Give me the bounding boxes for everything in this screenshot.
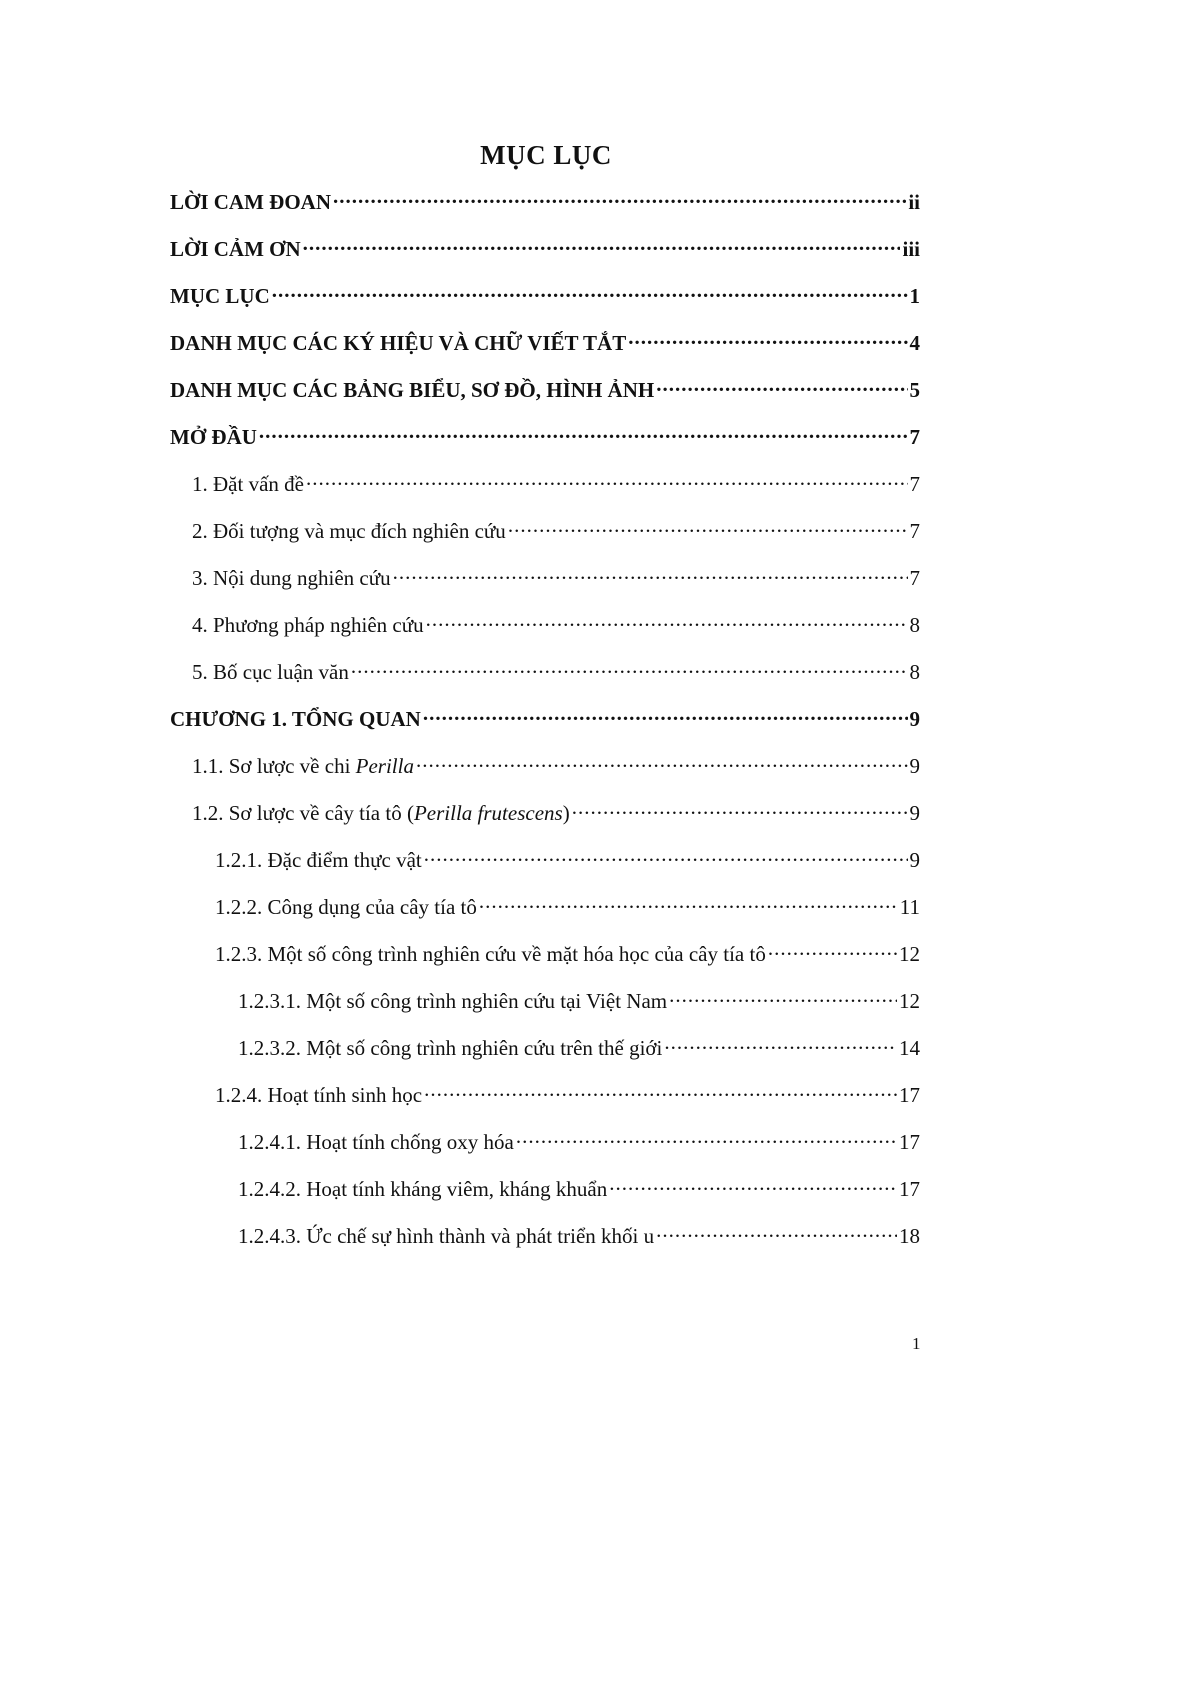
toc-entry-label: 1. Đặt vấn đề [192, 472, 304, 496]
toc-entry[interactable] [170, 188, 920, 235]
toc-entry-label: 1.2.4.3. Ức chế sự hình thành và phát triển khối u [238, 1224, 655, 1248]
toc-entry-page: 7 [909, 472, 920, 496]
toc-entry[interactable] [170, 1175, 920, 1222]
toc-dot-leader [351, 658, 908, 679]
toc-entry[interactable] [170, 1034, 920, 1081]
toc-dot-leader [628, 329, 907, 350]
toc-entry-page: 9 [909, 848, 920, 872]
toc-entry-label: 4. Phương pháp nghiên cứu [192, 613, 424, 637]
toc-entry-page: 9 [909, 754, 920, 778]
toc-entry-label: 1.1. Sơ lược về chi Perilla [192, 754, 414, 778]
toc-entry-label: 1.2.4. Hoạt tính sinh học [215, 1083, 423, 1107]
toc-entry-label: DANH MỤC CÁC KÝ HIỆU VÀ CHỮ VIẾT TẮT [170, 331, 627, 355]
toc-entry[interactable] [170, 517, 920, 564]
toc-entry[interactable] [170, 658, 920, 705]
table-of-contents [170, 188, 920, 1269]
toc-entry[interactable] [170, 1222, 920, 1269]
toc-entry-page: 7 [909, 566, 920, 590]
toc-entry-page: iii [902, 237, 920, 261]
toc-entry-label: 1.2.3. Một số công trình nghiên cứu về mặt hóa học của cây tía tô [215, 942, 766, 966]
toc-dot-leader [656, 1222, 897, 1243]
toc-entry-page: 4 [909, 331, 920, 355]
toc-entry[interactable] [170, 799, 920, 846]
toc-entry-page: 18 [899, 1224, 920, 1248]
toc-dot-leader [333, 188, 906, 209]
toc-title: MỤC LỤC [480, 140, 612, 170]
toc-dot-leader [424, 846, 908, 867]
toc-entry[interactable] [170, 564, 920, 611]
toc-entry-page: 11 [899, 895, 920, 919]
toc-dot-leader [656, 376, 907, 397]
toc-entry-page: 8 [909, 613, 920, 637]
toc-entry-page: 1 [909, 284, 920, 308]
toc-entry[interactable] [170, 940, 920, 987]
toc-entry[interactable] [170, 752, 920, 799]
toc-entry-page: 14 [899, 1036, 920, 1060]
page-number: 1 [912, 1334, 921, 1353]
toc-entry[interactable] [170, 423, 920, 470]
toc-entry-page: 7 [909, 519, 920, 543]
toc-entry[interactable] [170, 846, 920, 893]
toc-entry-italic: Perilla [355, 754, 414, 778]
toc-dot-leader [572, 799, 908, 820]
toc-entry[interactable] [170, 235, 920, 282]
toc-dot-leader [479, 893, 898, 914]
toc-dot-leader [393, 564, 908, 585]
toc-entry-label: 1.2.3.1. Một số công trình nghiên cứu tại Việt Nam [238, 989, 668, 1013]
toc-entry-italic: Perilla frutescens [413, 801, 563, 825]
toc-dot-leader [508, 517, 908, 538]
toc-entry-label: 3. Nội dung nghiên cứu [192, 566, 391, 590]
toc-entry-page: 7 [909, 425, 920, 449]
toc-entry[interactable] [170, 987, 920, 1034]
toc-dot-leader [272, 282, 908, 303]
toc-dot-leader [423, 705, 908, 726]
toc-dot-leader [259, 423, 908, 444]
toc-entry[interactable] [170, 329, 920, 376]
toc-entry-page: ii [908, 190, 920, 214]
toc-entry-label: MỤC LỤC [170, 284, 270, 308]
toc-entry-label: 1.2.2. Công dụng của cây tía tô [215, 895, 477, 919]
toc-entry[interactable] [170, 611, 920, 658]
toc-entry[interactable] [170, 376, 920, 423]
toc-dot-leader [416, 752, 908, 773]
toc-entry-label: LỜI CAM ĐOAN [170, 190, 331, 214]
toc-entry-page: 5 [909, 378, 920, 402]
toc-entry-label: MỞ ĐẦU [170, 425, 257, 449]
toc-entry-label: DANH MỤC CÁC BẢNG BIỂU, SƠ ĐỒ, HÌNH ẢNH [170, 378, 655, 402]
toc-dot-leader [306, 470, 908, 491]
toc-entry-page: 17 [899, 1083, 920, 1107]
toc-entry-label: 2. Đối tượng và mục đích nghiên cứu [192, 519, 506, 543]
toc-entry[interactable] [170, 470, 920, 517]
toc-entry-page: 12 [899, 989, 920, 1013]
toc-entry-label: LỜI CẢM ƠN [170, 237, 301, 261]
toc-entry-page: 9 [909, 707, 920, 731]
toc-entry-label: 1.2. Sơ lược về cây tía tô (Perilla frutescens) [192, 801, 570, 825]
toc-dot-leader [424, 1081, 897, 1102]
toc-entry-page: 17 [899, 1130, 920, 1154]
toc-dot-leader [426, 611, 908, 632]
toc-dot-leader [516, 1128, 897, 1149]
toc-dot-leader [768, 940, 897, 961]
toc-entry-label: 1.2.1. Đặc điểm thực vật [215, 848, 422, 872]
toc-entry-label: 1.2.4.2. Hoạt tính kháng viêm, kháng khuẩn [238, 1177, 608, 1201]
toc-entry-label: 1.2.3.2. Một số công trình nghiên cứu trên thế giới [238, 1036, 663, 1060]
toc-entry-label: CHƯƠNG 1. TỔNG QUAN [170, 707, 421, 731]
toc-entry[interactable] [170, 282, 920, 329]
toc-dot-leader [303, 235, 901, 256]
toc-entry-label: 5. Bố cục luận văn [192, 660, 349, 684]
toc-entry[interactable] [170, 893, 920, 940]
toc-entry-page: 8 [909, 660, 920, 684]
toc-dot-leader [669, 987, 897, 1008]
toc-dot-leader [664, 1034, 897, 1055]
toc-dot-leader [609, 1175, 897, 1196]
toc-entry-page: 12 [899, 942, 920, 966]
toc-entry[interactable] [170, 705, 920, 752]
toc-entry-page: 17 [899, 1177, 920, 1201]
toc-entry-label: 1.2.4.1. Hoạt tính chống oxy hóa [238, 1130, 514, 1154]
toc-entry[interactable] [170, 1128, 920, 1175]
toc-entry[interactable] [170, 1081, 920, 1128]
toc-entry-page: 9 [909, 801, 920, 825]
